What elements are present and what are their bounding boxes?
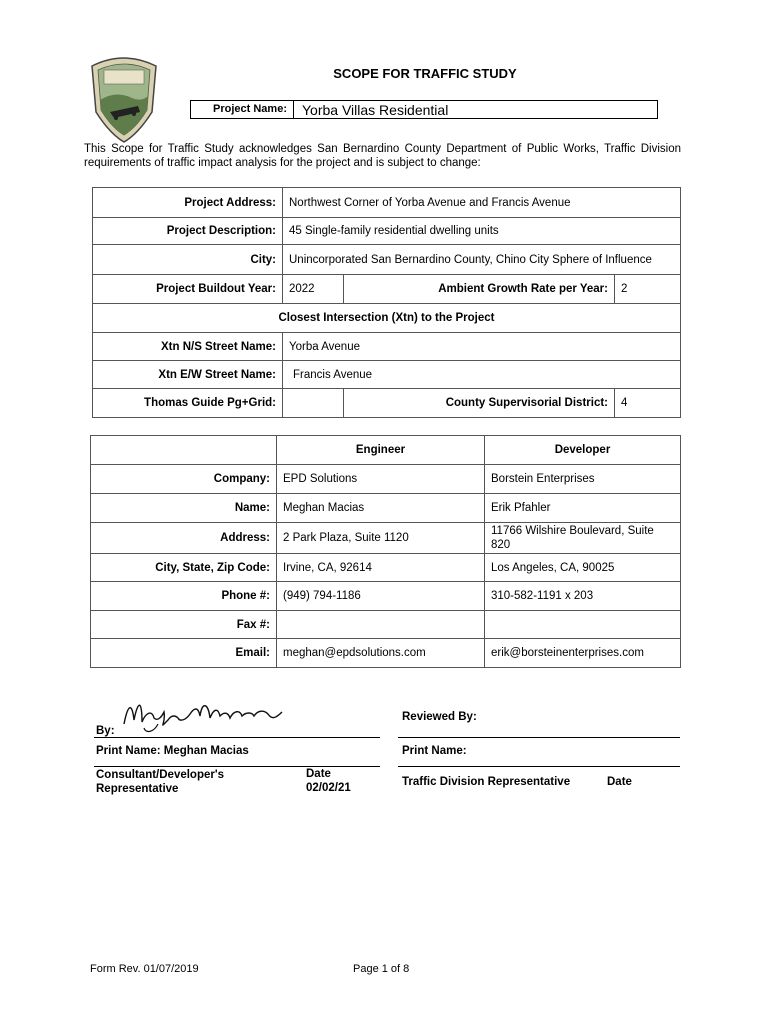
thomas-guide-field[interactable] xyxy=(283,389,344,418)
print-name-left: Print Name: Meghan Macias xyxy=(96,745,249,757)
reviewed-by-label: Reviewed By: xyxy=(402,711,477,723)
engineer-city-field[interactable]: Irvine, CA, 92614 xyxy=(277,554,485,582)
by-signature-line xyxy=(94,737,380,738)
city-label: City: xyxy=(93,245,283,275)
developer-fax-field[interactable] xyxy=(485,611,681,639)
project-info-table xyxy=(92,187,681,418)
contact-row-label: Fax #: xyxy=(91,611,277,639)
ns-street-field[interactable]: Yorba Avenue xyxy=(283,333,681,361)
developer-name-field[interactable]: Erik Pfahler xyxy=(485,494,681,523)
date-label-right: Date xyxy=(607,776,632,788)
supervisorial-district-field[interactable]: 4 xyxy=(615,389,681,418)
engineer-name-field[interactable]: Meghan Macias xyxy=(277,494,485,523)
ew-street-field[interactable]: Francis Avenue xyxy=(283,361,681,389)
print-name-line-right xyxy=(398,766,680,767)
project-name-label: Project Name: xyxy=(190,100,294,119)
supervisorial-district-label: County Supervisorial District: xyxy=(344,389,615,418)
contact-row-label: Address: xyxy=(91,523,277,554)
by-label: By: xyxy=(96,725,115,737)
intro-paragraph: This Scope for Traffic Study acknowledges San Bernardino County Department of Public Works, Traffic Division requirements of traffic impact analysis for the project and is subject to change: xyxy=(84,143,681,169)
engineer-header: Engineer xyxy=(277,436,485,465)
project-name-field[interactable]: Yorba Villas Residential xyxy=(294,100,658,119)
county-seal-logo xyxy=(86,54,162,144)
print-name-right: Print Name: xyxy=(402,745,467,757)
project-address-field[interactable]: Northwest Corner of Yorba Avenue and Francis Avenue xyxy=(283,188,681,218)
contact-row-label: Name: xyxy=(91,494,277,523)
ns-street-label: Xtn N/S Street Name: xyxy=(93,333,283,361)
project-description-field[interactable]: 45 Single-family residential dwelling units xyxy=(283,218,681,245)
consultant-rep-label: Consultant/Developer's Representative xyxy=(96,769,224,795)
contacts-corner-cell xyxy=(91,436,277,465)
print-name-line-left xyxy=(94,766,380,767)
date-label-left: Date xyxy=(306,768,331,780)
page-number: Page 1 of 8 xyxy=(353,963,410,975)
contact-row-label: Email: xyxy=(91,639,277,668)
growth-rate-field[interactable]: 2 xyxy=(615,275,681,304)
handwritten-signature xyxy=(118,694,288,734)
date-value-left: 02/02/21 xyxy=(306,782,351,794)
developer-header: Developer xyxy=(485,436,681,465)
engineer-company-field[interactable]: EPD Solutions xyxy=(277,465,485,494)
developer-city-field[interactable]: Los Angeles, CA, 90025 xyxy=(485,554,681,582)
document-title: SCOPE FOR TRAFFIC STUDY xyxy=(333,66,517,81)
contacts-table xyxy=(90,435,681,668)
engineer-fax-field[interactable] xyxy=(277,611,485,639)
growth-rate-label: Ambient Growth Rate per Year: xyxy=(344,275,615,304)
buildout-year-label: Project Buildout Year: xyxy=(93,275,283,304)
reviewed-signature-line xyxy=(398,737,680,738)
form-revision: Form Rev. 01/07/2019 xyxy=(90,963,199,975)
buildout-year-field[interactable]: 2022 xyxy=(283,275,344,304)
project-description-label: Project Description: xyxy=(93,218,283,245)
engineer-phone-field[interactable]: (949) 794-1186 xyxy=(277,582,485,611)
project-address-label: Project Address: xyxy=(93,188,283,218)
developer-email-field[interactable]: erik@borsteinenterprises.com xyxy=(485,639,681,668)
contact-row-label: Phone #: xyxy=(91,582,277,611)
traffic-rep-label: Traffic Division Representative xyxy=(402,776,571,788)
contact-row-label: City, State, Zip Code: xyxy=(91,554,277,582)
developer-company-field[interactable]: Borstein Enterprises xyxy=(485,465,681,494)
intersection-header: Closest Intersection (Xtn) to the Project xyxy=(93,304,681,333)
city-field[interactable]: Unincorporated San Bernardino County, Chino City Sphere of Influence xyxy=(283,245,681,275)
thomas-guide-label: Thomas Guide Pg+Grid: xyxy=(93,389,283,418)
engineer-address-field[interactable]: 2 Park Plaza, Suite 1120 xyxy=(277,523,485,554)
engineer-email-field[interactable]: meghan@epdsolutions.com xyxy=(277,639,485,668)
contact-row-label: Company: xyxy=(91,465,277,494)
developer-phone-field[interactable]: 310-582-1191 x 203 xyxy=(485,582,681,611)
developer-address-field[interactable]: 11766 Wilshire Boulevard, Suite 820 xyxy=(485,523,681,554)
ew-street-label: Xtn E/W Street Name: xyxy=(93,361,283,389)
